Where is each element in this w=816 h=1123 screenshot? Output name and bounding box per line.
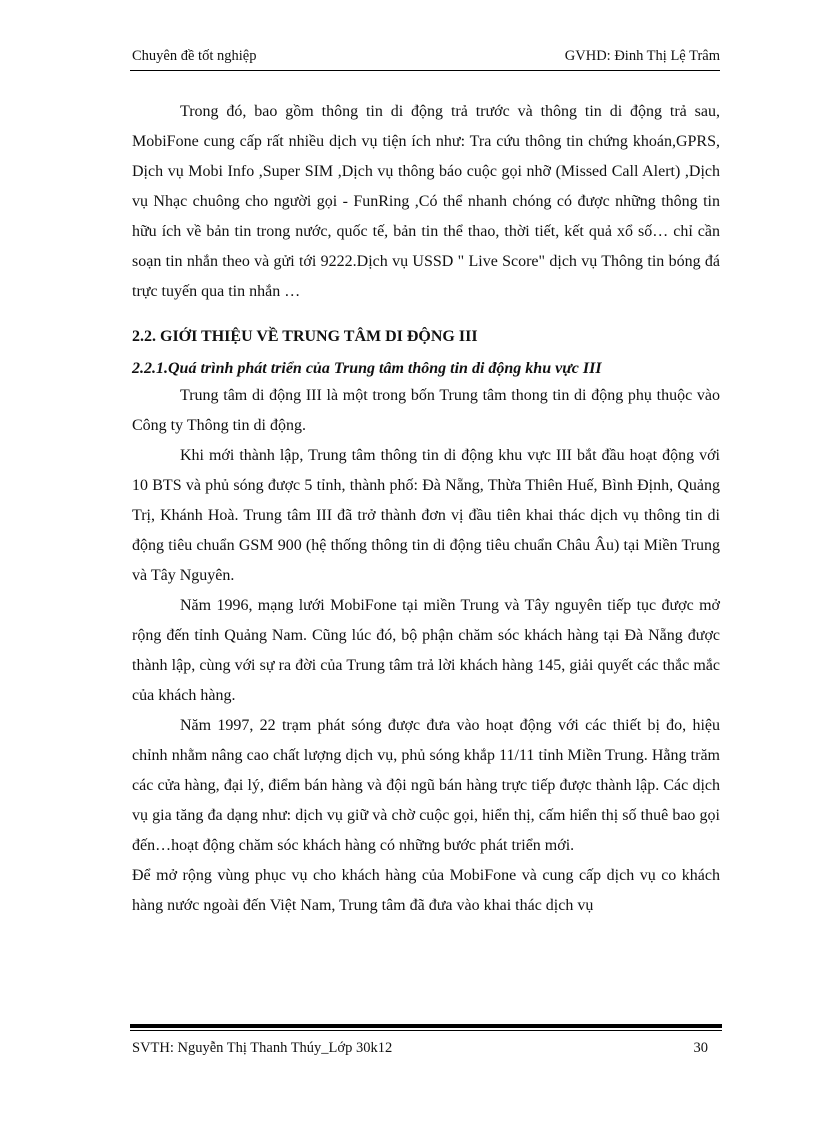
footer-divider-thick	[130, 1024, 722, 1028]
paragraph-services: Trong đó, bao gồm thông tin di động trả trước và thông tin di động trả sau, MobiFone cung cấp rất nhiều dịch vụ tiện ích như: Tra cứu thông tin chứng khoán,GPRS, Dịch vụ Mobi Info ,Super SIM ,Dịch vụ thông báo cuộc gọi nhỡ (Missed Call Alert) ,Dịch vụ Nhạc chuông cho người gọi - FunRing ,Có thể nhanh chóng có được những thông tin hữu ích về bản tin trong nước, quốc tế, bản tin thể thao, thời tiết, kết quả xổ số… chỉ cần soạn tin nhắn theo và gửi tới 9222.Dịch vụ USSD " Live Score" dịch vụ Thông tin bóng đá trực tuyến qua tin nhắn …	[132, 103, 720, 300]
section-heading-2-2: 2.2. GIỚI THIỆU VỀ TRUNG TÂM DI ĐỘNG III	[132, 328, 478, 345]
header-document-title: Chuyên đề tốt nghiệp	[132, 48, 257, 64]
paragraph-founding: Khi mới thành lập, Trung tâm thông tin di động khu vực III bắt đầu hoạt động với 10 BTS và phủ sóng được 5 tỉnh, thành phố: Đà Nẵng, Thừa Thiên Huế, Bình Định, Quảng Trị, Khánh Hoà. Trung tâm III đã trở thành đơn vị đầu tiên khai thác dịch vụ thông tin di động tiêu chuẩn GSM 900 (hệ thống thông tin di động tiêu chuẩn Châu Âu) tại Miền Trung và Tây Nguyên.	[132, 447, 720, 584]
header-divider	[130, 70, 720, 71]
paragraph-expansion: Để mở rộng vùng phục vụ cho khách hàng của MobiFone và cung cấp dịch vụ co khách hàng nước ngoài đến Việt Nam, Trung tâm đã đưa vào khai thác dịch vụ	[132, 867, 720, 914]
page-footer	[132, 1040, 708, 1057]
footer-student: SVTH: Nguyễn Thị Thanh Thúy_Lớp 30k12	[132, 1040, 393, 1056]
subsection-heading-2-2-1: 2.2.1.Quá trình phát triển của Trung tâm thông tin di động khu vực III	[132, 360, 602, 377]
paragraph-1997: Năm 1997, 22 trạm phát sóng được đưa vào hoạt động với các thiết bị đo, hiệu chỉnh nhằm nâng cao chất lượng dịch vụ, phủ sóng khắp 11/11 tỉnh Miền Trung. Hằng trăm các cửa hàng, đại lý, điểm bán hàng và đội ngũ bán hàng trực tiếp được thành lập. Các dịch vụ gia tăng đa dạng như: dịch vụ giữ và chờ cuộc gọi, hiển thị, cấm hiển thị số thuê bao gọi đến…hoạt động chăm sóc khách hàng có những bước phát triển mới.	[132, 717, 720, 854]
paragraph-1996: Năm 1996, mạng lưới MobiFone tại miền Trung và Tây nguyên tiếp tục được mở rộng đến tỉnh Quảng Nam. Cũng lúc đó, bộ phận chăm sóc khách hàng tại Đà Nẵng được thành lập, cùng với sự ra đời của Trung tâm trả lời khách hàng 145, giải quyết các thắc mắc của khách hàng.	[132, 597, 720, 704]
paragraph-center-intro: Trung tâm di động III là một trong bốn Trung tâm thong tin di động phụ thuộc vào Công ty Thông tin di động.	[132, 387, 720, 434]
page-body	[132, 97, 720, 921]
header-supervisor: GVHD: Đinh Thị Lệ Trâm	[564, 48, 720, 64]
footer-divider-thin	[130, 1030, 722, 1031]
page-header	[132, 48, 720, 65]
page-number: 30	[693, 1040, 708, 1056]
